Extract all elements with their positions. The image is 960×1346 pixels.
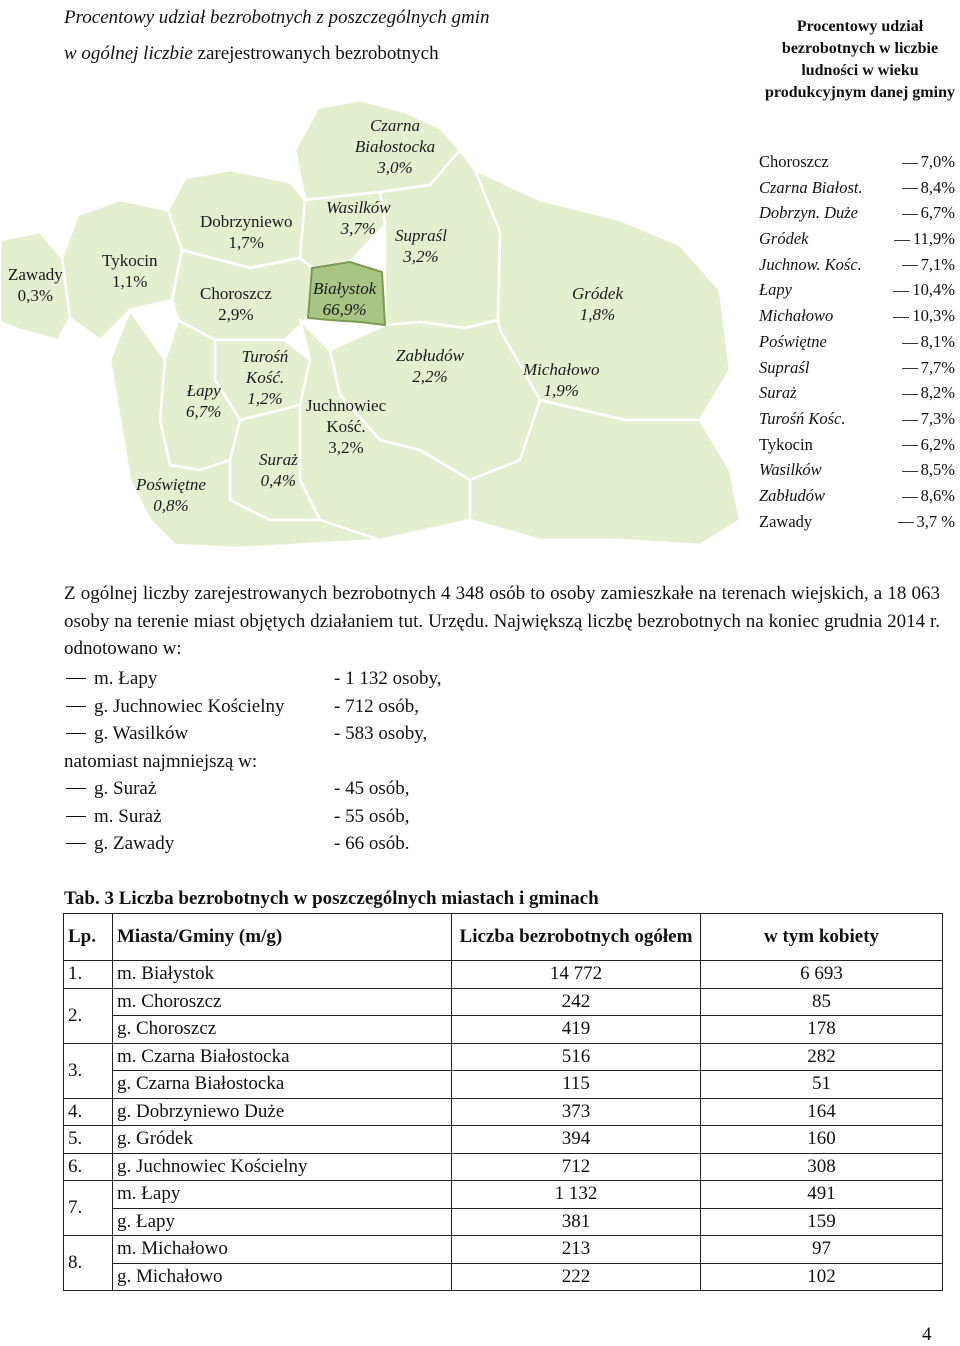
header-name: Miasta/Gminy (m/g)	[113, 914, 452, 961]
table-row	[64, 1153, 943, 1181]
map-label-dobrzyniewo: Dobrzyniewo 1,7%	[200, 212, 293, 252]
legend-dash	[893, 291, 909, 292]
cell-lp: 2.	[64, 988, 113, 1043]
legend-name: Suraż	[759, 383, 797, 403]
cell-lp: 6.	[64, 1153, 113, 1181]
list-item: m. Suraż - 55 osób,	[64, 803, 664, 831]
legend-dash	[902, 420, 918, 421]
map-label-wasilkow: Wasilków 3,7%	[326, 198, 391, 238]
map-title-line1: Procentowy udział bezrobotnych z poszczególnych gmin	[64, 7, 490, 28]
table-row	[64, 1263, 943, 1291]
summary-paragraph: Z ogólnej liczby zarejestrowanych bezrobotnych 4 348 osób to osoby zamieszkałe na terenach wiejskich, a 18 063 osoby na terenie miast objętych działaniem tut. Urzędu. Największą liczbę bezrobotnych na koniec grudnia 2014 r. odnotowano w:	[64, 583, 940, 659]
cell-women: 159	[701, 1208, 943, 1236]
unemployment-list	[64, 665, 664, 858]
legend-dash	[902, 163, 918, 164]
legend-row	[759, 277, 955, 303]
legend-value	[894, 226, 955, 252]
dash-bullet	[66, 816, 86, 817]
legend-value	[902, 355, 955, 381]
cell-lp: 4.	[64, 1098, 113, 1126]
legend-value-text: 7,7%	[920, 357, 955, 377]
legend-name: Gródek	[759, 229, 809, 249]
legend-name: Choroszcz	[759, 152, 829, 171]
legend-value-text: 8,1%	[920, 331, 955, 351]
table-row	[64, 1043, 943, 1071]
legend-value-text: 7,1%	[920, 254, 955, 274]
cell-name: g. Choroszcz	[113, 1016, 452, 1044]
legend-value-text: 8,6%	[920, 485, 955, 505]
cell-women: 491	[701, 1181, 943, 1209]
cell-women: 6 693	[701, 961, 943, 989]
legend-name: Supraśl	[759, 357, 810, 377]
legend-value	[902, 329, 955, 355]
legend-value	[893, 303, 955, 329]
cell-women: 51	[701, 1071, 943, 1099]
cell-women: 308	[701, 1153, 943, 1181]
map-label-suraz: Suraż 0,4%	[259, 450, 298, 490]
header-lp: Lp.	[64, 914, 113, 961]
cell-women: 178	[701, 1016, 943, 1044]
table-row	[64, 1098, 943, 1126]
table-caption: Tab. 3 Liczba bezrobotnych w poszczególnych miastach i gminach	[64, 888, 599, 909]
cell-women: 160	[701, 1126, 943, 1154]
table-row	[64, 1126, 943, 1154]
cell-name: m. Michałowo	[113, 1236, 452, 1264]
cell-total: 222	[452, 1263, 701, 1291]
cell-name: m. Choroszcz	[113, 988, 452, 1016]
cell-total: 394	[452, 1126, 701, 1154]
legend-dash	[902, 394, 918, 395]
legend-name: Juchnow. Kośc.	[759, 254, 862, 274]
legend-value	[902, 149, 955, 175]
header-women: w tym kobiety	[701, 914, 943, 961]
legend-value	[902, 252, 955, 278]
cell-name: g. Gródek	[113, 1126, 452, 1154]
cell-name: m. Łapy	[113, 1181, 452, 1209]
table-row	[64, 961, 943, 989]
legend-dash	[902, 471, 918, 472]
table-row	[64, 1236, 943, 1264]
legend-name: Tykocin	[759, 434, 813, 454]
least-intro: natomiast najmniejszą w:	[64, 750, 258, 772]
legend-value-text: 7,0%	[920, 152, 955, 171]
legend	[759, 149, 955, 534]
legend-value	[902, 483, 955, 509]
legend-dash	[902, 445, 918, 446]
legend-value	[902, 200, 955, 226]
cell-women: 282	[701, 1043, 943, 1071]
dash-bullet	[66, 706, 86, 707]
legend-value	[902, 380, 955, 406]
legend-name: Czarna Białost.	[759, 177, 863, 197]
legend-value-text: 8,4%	[920, 177, 955, 197]
legend-value	[902, 457, 955, 483]
legend-title: Procentowy udział bezrobotnych w liczbie ludności w wieku produkcyjnym danej gminy	[765, 18, 955, 101]
cell-women: 164	[701, 1098, 943, 1126]
dash-bullet	[66, 843, 86, 844]
map-label-tykocin: Tykocin 1,1%	[102, 251, 158, 291]
legend-name: Michałowo	[759, 306, 834, 326]
cell-total: 712	[452, 1153, 701, 1181]
legend-dash	[902, 497, 918, 498]
legend-dash	[902, 343, 918, 344]
map-label-lapy: Łapy 6,7%	[186, 381, 222, 421]
legend-row	[759, 380, 955, 406]
legend-row	[759, 329, 955, 355]
legend-dash	[893, 317, 909, 318]
map-label-juchnowiec: Juchnowiec Kość. 3,2%	[305, 396, 387, 457]
dash-bullet	[66, 788, 86, 789]
map-label-michalowo: Michałowo 1,9%	[523, 360, 600, 400]
cell-name: g. Łapy	[113, 1208, 452, 1236]
legend-value-text: 8,2%	[920, 383, 955, 403]
cell-women: 97	[701, 1236, 943, 1264]
cell-name: g. Czarna Białostocka	[113, 1071, 452, 1099]
list-item: g. Juchnowiec Kościelny - 712 osób,	[64, 693, 664, 721]
legend-name: Wasilków	[759, 460, 822, 480]
legend-value	[893, 277, 955, 303]
legend-value-text: 6,2%	[920, 434, 955, 454]
table-row	[64, 1016, 943, 1044]
cell-name: m. Czarna Białostocka	[113, 1043, 452, 1071]
legend-row	[759, 303, 955, 329]
cell-total: 242	[452, 988, 701, 1016]
cell-total: 381	[452, 1208, 701, 1236]
table-body	[64, 961, 943, 1291]
map-label-zabludow: Zabłudów 2,2%	[396, 346, 465, 386]
legend-value-text: 3,7 %	[916, 511, 955, 531]
map-label-suprasl: Supraśl 3,2%	[395, 226, 447, 266]
legend-dash	[902, 265, 918, 266]
cell-total: 14 772	[452, 961, 701, 989]
cell-name: g. Dobrzyniewo Duże	[113, 1098, 452, 1126]
map-title-italic: w ogólnej liczbie	[64, 43, 193, 64]
dash-bullet	[66, 733, 86, 734]
cell-name: m. Białystok	[113, 961, 452, 989]
legend-dash	[894, 240, 910, 241]
legend-value	[902, 175, 955, 201]
cell-lp: 1.	[64, 961, 113, 989]
cell-name: g. Juchnowiec Kościelny	[113, 1153, 452, 1181]
cell-total: 419	[452, 1016, 701, 1044]
cell-total: 1 132	[452, 1181, 701, 1209]
header-total: Liczba bezrobotnych ogółem	[452, 914, 701, 961]
cell-total: 373	[452, 1098, 701, 1126]
table-row	[64, 1181, 943, 1209]
legend-row	[759, 406, 955, 432]
map-label-turosn: Turośń Kość. 1,2%	[241, 347, 289, 408]
map-label-bialystok: Białystok 66,9%	[313, 279, 377, 319]
map-label-choroszcz: Choroszcz 2,9%	[200, 284, 272, 324]
legend-row	[759, 483, 955, 509]
legend-value-text: 10,4%	[912, 280, 955, 300]
table-row	[64, 988, 943, 1016]
legend-row	[759, 457, 955, 483]
cell-lp: 5.	[64, 1126, 113, 1154]
map-label-grodek: Gródek 1,8%	[572, 284, 623, 324]
legend-name: Zawady	[759, 511, 813, 531]
map-title-rest: zarejestrowanych bezrobotnych	[192, 43, 439, 64]
cell-total: 115	[452, 1071, 701, 1099]
legend-value	[902, 432, 955, 458]
legend-row	[759, 175, 955, 201]
table-row	[64, 1208, 943, 1236]
legend-value-text: 10,3%	[912, 306, 955, 326]
cell-lp: 3.	[64, 1043, 113, 1098]
map-label-zawady: Zawady 0,3%	[8, 265, 63, 305]
dash-bullet	[66, 678, 86, 679]
cell-women: 102	[701, 1263, 943, 1291]
list-item: m. Łapy - 1 132 osoby,	[64, 665, 664, 693]
cell-women: 85	[701, 988, 943, 1016]
legend-row	[759, 226, 955, 252]
table-row	[64, 1071, 943, 1099]
cell-total: 516	[452, 1043, 701, 1071]
unemployment-table	[63, 913, 943, 1291]
legend-row	[759, 509, 955, 535]
legend-dash	[902, 214, 918, 215]
cell-lp: 8.	[64, 1236, 113, 1291]
legend-dash	[902, 188, 918, 189]
map-label-czarna: Czarna Białostocka 3,0%	[354, 116, 436, 177]
legend-value-text: 11,9%	[912, 229, 955, 249]
list-item: g. Wasilków - 583 osoby,	[64, 720, 664, 748]
list-item: g. Suraż - 45 osób,	[64, 775, 664, 803]
page-number: 4	[922, 1324, 932, 1345]
legend-name: Łapy	[759, 280, 792, 300]
legend-row	[759, 149, 955, 175]
legend-name: Zabłudów	[759, 485, 826, 505]
legend-row	[759, 432, 955, 458]
cell-lp: 7.	[64, 1181, 113, 1236]
legend-dash	[902, 368, 918, 369]
legend-row	[759, 200, 955, 226]
legend-row	[759, 252, 955, 278]
legend-name: Poświętne	[759, 331, 827, 351]
legend-value-text: 7,3%	[920, 408, 955, 428]
cell-total: 213	[452, 1236, 701, 1264]
legend-value-text: 8,5%	[920, 460, 955, 480]
legend-row	[759, 355, 955, 381]
legend-value	[898, 509, 956, 535]
legend-name: Turośń Kośc.	[759, 408, 846, 428]
legend-dash	[898, 522, 914, 523]
legend-value	[902, 406, 955, 432]
map-label-poswietne: Poświętne 0,8%	[136, 475, 206, 515]
legend-name: Dobrzyn. Duże	[759, 203, 858, 223]
table-header-row	[64, 914, 943, 961]
legend-value-text: 6,7%	[920, 203, 955, 223]
cell-name: g. Michałowo	[113, 1263, 452, 1291]
list-item: g. Zawady - 66 osób.	[64, 830, 664, 858]
